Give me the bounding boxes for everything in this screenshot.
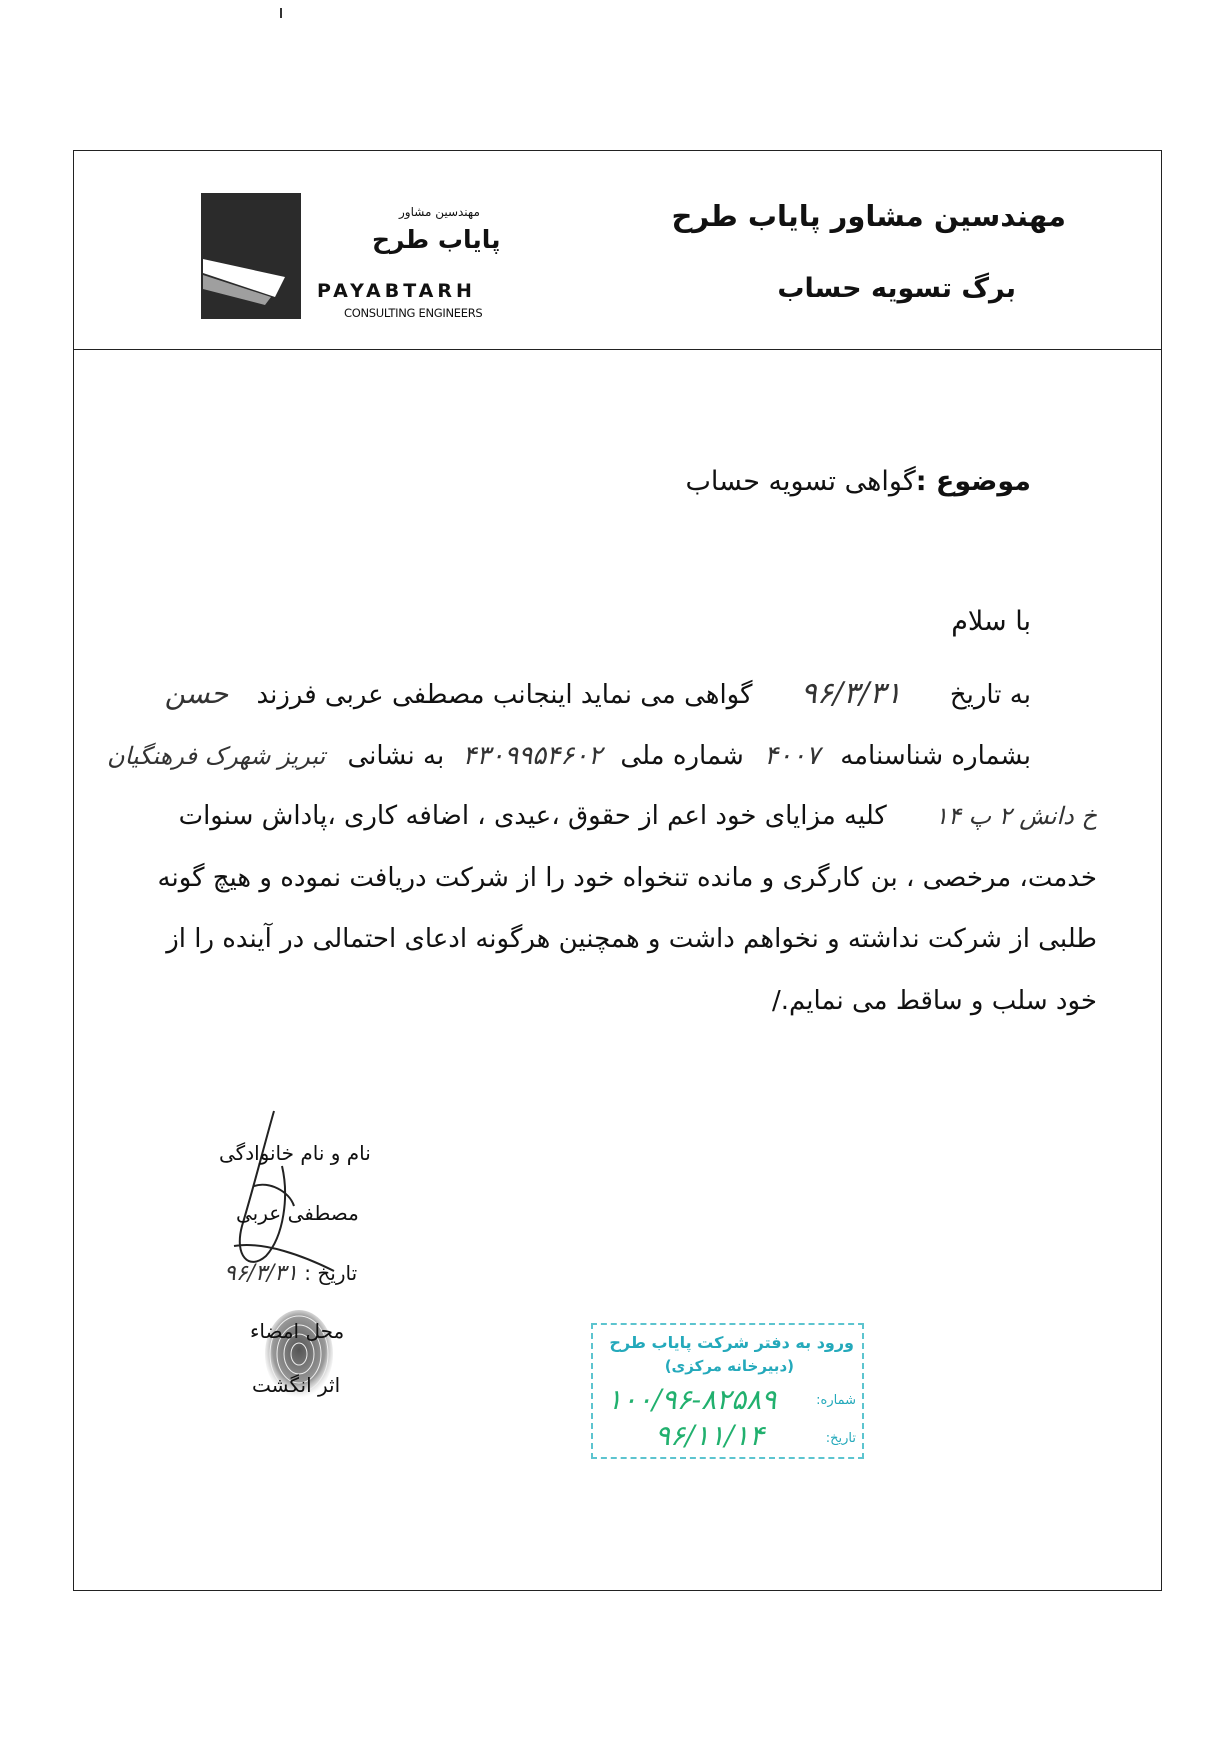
address-label: به نشانی: [347, 741, 445, 771]
company-name: مهندسین مشاور پایاب طرح: [671, 199, 1066, 233]
logo-name-fa: پایاب طرح: [372, 225, 501, 254]
stamp-number-label: شماره:: [816, 1393, 856, 1408]
company-logo-icon: [201, 193, 301, 319]
signer-name: مصطفی عربی: [236, 1201, 359, 1225]
stamp-title: ورود به دفتر شرکت پایاب طرح: [609, 1333, 854, 1352]
stamp-subtitle: (دبیرخانه مرکزی): [664, 1357, 794, 1375]
subject-line: [686, 466, 1032, 497]
sign-place-label: محل امضاء: [250, 1319, 345, 1343]
handwritten-id-number: ۴۰۰۷: [764, 741, 820, 771]
body-line-1: [165, 676, 1031, 711]
logo-subtitle-en: CONSULTING ENGINEERS: [344, 306, 483, 320]
logo-subtitle-fa: مهندسین مشاور: [399, 205, 480, 219]
salutation: با سلام: [951, 606, 1031, 637]
handwritten-father-name: حسن: [164, 677, 229, 710]
body-line-3: [179, 801, 1097, 831]
date-prefix: به تاریخ: [949, 680, 1031, 710]
stamp-date-value: ۹۶/۱۱/۱۴: [655, 1419, 765, 1452]
body-line-5: طلبی از شرکت نداشته و نخواهم داشت و همچنین هرگونه ادعای احتمالی در آینده را از: [166, 924, 1097, 954]
subject-label: موضوع :: [915, 466, 1031, 497]
form-title: برگ تسویه حساب: [777, 273, 1016, 304]
id-number-label: بشماره شناسنامه: [840, 741, 1031, 771]
certification-text: گواهی می نماید اینجانب مصطفی عربی فرزند: [256, 680, 753, 710]
header-divider: [74, 349, 1161, 350]
fingerprint-label: اثر انگشت: [252, 1373, 341, 1397]
handwritten-address: تبریز شهرک فرهنگیان: [106, 742, 326, 770]
signature-date-line: [224, 1261, 357, 1286]
registration-stamp: [591, 1323, 864, 1459]
scan-speck: [280, 8, 282, 18]
name-label: نام و نام خانوادگی: [219, 1141, 371, 1165]
body-line-2: [107, 741, 1031, 771]
handwritten-signature-date: ۹۶/۳/۳۱: [224, 1261, 298, 1286]
stamp-number-value: ۱۰۰/۹۶-۸۲۵۸۹: [607, 1383, 777, 1416]
national-id-label: شماره ملی: [620, 741, 744, 771]
subject-value: گواهی تسویه حساب: [685, 466, 916, 497]
signature-date-label: تاریخ :: [304, 1261, 358, 1285]
handwritten-date: ۹۶/۳/۳۱: [800, 676, 902, 711]
benefits-text: کلیه مزایای خود اعم از حقوق ،عیدی ، اضافه کاری ،پاداش سنوات: [178, 801, 887, 831]
logo-name-en: PAYABTARH: [317, 280, 476, 302]
body-line-4: خدمت، مرخصی ، بن کارگری و مانده تنخواه خود را از شرکت دریافت نموده و هیچ گونه: [157, 863, 1097, 893]
handwritten-address-continued: خ دانش ۲ پ ۱۴: [935, 802, 1097, 830]
body-line-6: خود سلب و ساقط می نمایم./: [771, 986, 1097, 1016]
handwritten-national-id: ۴۳۰۹۹۵۴۶۰۲: [462, 741, 603, 771]
stamp-date-label: تاریخ:: [825, 1431, 856, 1446]
